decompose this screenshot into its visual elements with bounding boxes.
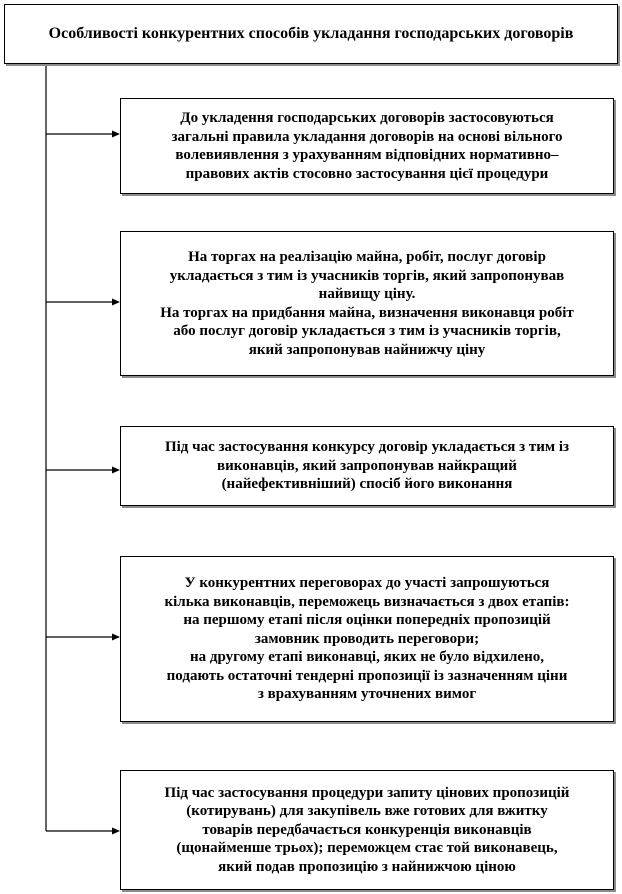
arrow-to-box-4	[46, 634, 120, 641]
box-text-line: (щонайменше трьох); переможцем стає той виконавець,	[176, 840, 558, 857]
box-text-line: на другому етапі виконавці, яких не було відхилено,	[190, 649, 544, 666]
box-text-line: на першому етапі після оцінки попередніх пропозицій	[183, 612, 551, 629]
box-text-line: Під час застосування конкурсу договір укладається з тим із	[164, 439, 570, 456]
box-text-line: На торгах на придбання майна, визначення виконавця робіт	[160, 304, 574, 321]
box-text-line: подають остаточні тендерні пропозиції із зазначенням ціни	[166, 667, 568, 684]
feature-box-general-rules	[120, 98, 614, 194]
box-text-line: Під час застосування процедури запиту цінових пропозицій	[164, 784, 570, 801]
box-text-line: укладається з тим із учасників торгів, який запропонував	[169, 267, 565, 284]
feature-box-auctions	[120, 231, 614, 376]
feature-box-negotiations	[120, 556, 614, 722]
box-text-line: До укладення господарських договорів застосовуються	[180, 110, 554, 126]
box-text-line: або послуг договір укладається з тим із учасників торгів,	[173, 323, 561, 339]
arrow-to-box-2	[46, 299, 120, 306]
box-text-line: кілька виконавців, переможець визначається з двох етапів:	[164, 593, 570, 610]
box-text-line: товарів передбачається конкуренція виконавців	[202, 821, 532, 838]
box-text-line: У конкурентних переговорах до участі запрошуються	[184, 575, 550, 592]
box-text-line: волевиявлення з урахуванням відповідних нормативно–	[175, 147, 559, 163]
arrow-to-box-1	[46, 131, 120, 138]
box-text-line: який подав пропозицію з найнижчою ціною	[218, 858, 516, 875]
box-text-line: правових актів стосовно застосування цієї процедури	[185, 165, 549, 182]
box-text-line: (котирувань) для закупівель вже готових для вжитку	[186, 803, 548, 820]
box-text-line: який запропонував найнижчу ціну	[248, 341, 486, 358]
box-text-line: виконавців, який запропонував найкращий	[217, 457, 517, 474]
diagram-title: Особливості конкурентних способів укладання господарських договорів	[48, 25, 574, 42]
arrow-to-box-5	[46, 828, 120, 835]
feature-box-price-quotations	[120, 770, 614, 890]
box-text-line: загальні правила укладання договорів на основі вільного	[171, 128, 563, 145]
arrow-to-box-3	[46, 467, 120, 474]
box-text-line: найвищу ціну.	[318, 286, 416, 302]
feature-box-competition	[120, 426, 614, 506]
box-text-line: замовник проводить переговори;	[254, 630, 480, 647]
box-text-line: На торгах на реалізацію майна, робіт, послуг договір	[188, 249, 546, 265]
box-text-line: з врахуванням уточнених вимог	[257, 686, 477, 703]
box-text-line: (найефективніший) спосіб його виконання	[221, 476, 513, 493]
diagram-title-box	[4, 4, 618, 64]
